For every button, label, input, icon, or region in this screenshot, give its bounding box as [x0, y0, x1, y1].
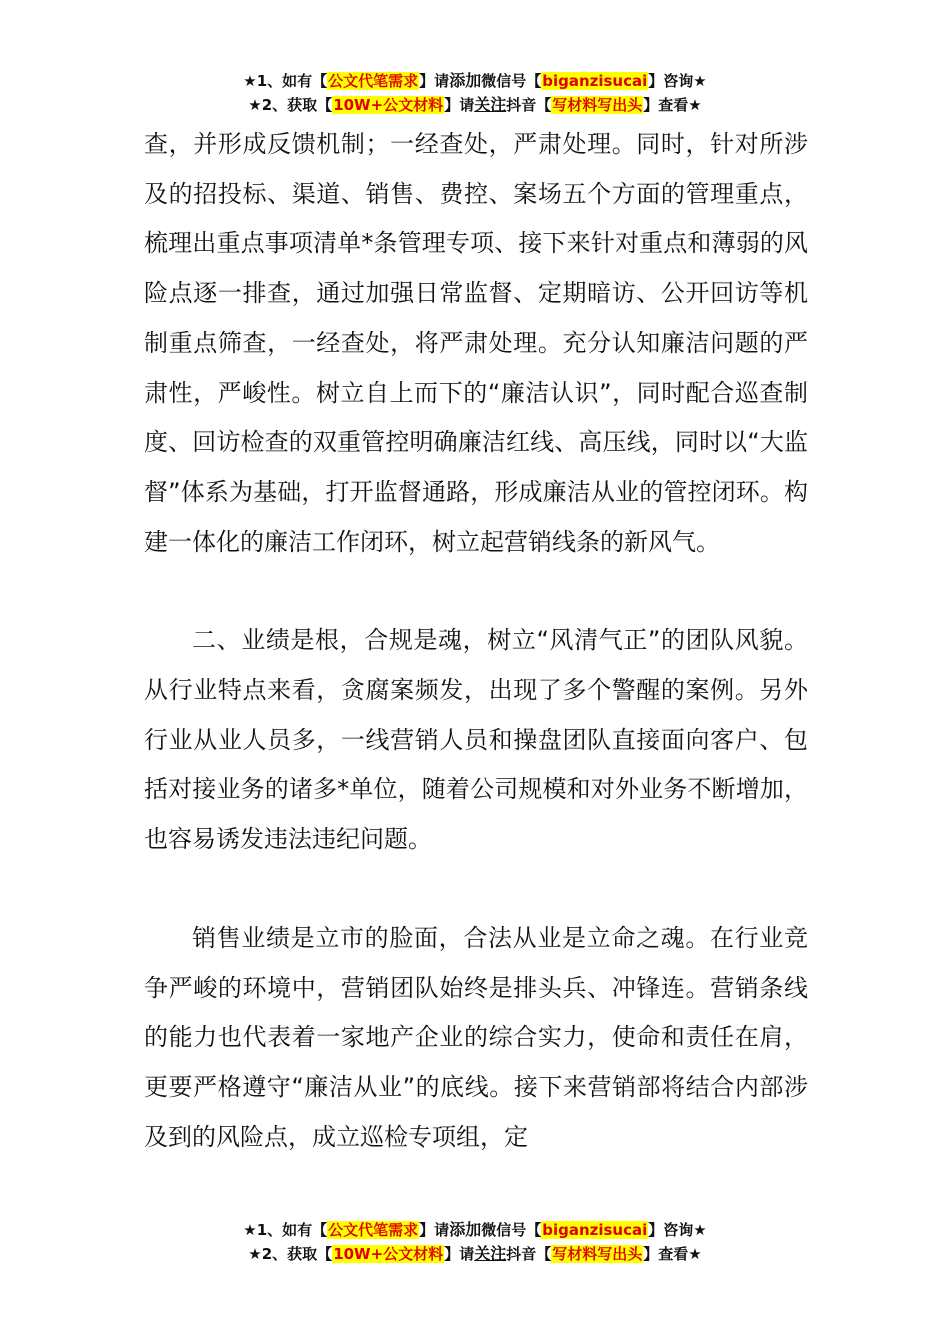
footer-line-1-middle: 】请: [419, 1221, 450, 1239]
body-paragraph-1: 查，并形成反馈机制；一经查处，严肃处理。同时，针对所涉及的招投标、渠道、销售、费控、案场五个方面的管理重点，梳理出重点事项清单*条管理专项、接下来针对重点和薄弱的风险点逐一排查，通过加强日常监督、定期暗访、公开回访等机制重点筛查，一经查处，将严肃处理。充分认知廉洁问题的严肃性，严峻性。树立自上而下的“廉洁认识”，同时配合巡查制度、回访检查的双重管控明确廉洁红线、高压线，同时以“大监督”体系为基础，打开监督通路，形成廉洁从业的管控闭环。构建一体化的廉洁工作闭环，树立起营销线条的新风气。: [144, 130, 808, 556]
banner-line-2-emphasis: 关注: [474, 95, 507, 114]
footer-line-2-prefix: ★2、获取【: [248, 1245, 333, 1263]
footer-line-2-middle: 】请: [444, 1245, 475, 1263]
paragraph-spacer: [144, 567, 808, 616]
body-paragraph-2: 二、业绩是根，合规是魂，树立“风清气正”的团队风貌。从行业特点来看，贪腐案频发，出现了多个警醒的案例。另外行业从业人员多，一线营销人员和操盘团队直接面向客户、包括对接业务的诸多*单位，随着公司规模和对外业务不断增加，也容易诱发违法违纪问题。: [144, 626, 808, 854]
footer-banner-line-2: [0, 1242, 950, 1266]
banner-line-2-middle: 】请: [444, 96, 475, 114]
footer-banner-line-1: [0, 1218, 950, 1242]
footer-banner: [0, 1218, 950, 1266]
header-banner: [0, 69, 950, 117]
banner-line-1-suffix: 】咨询★: [648, 72, 707, 90]
footer-line-2-highlight-douyin: 写材料写出头: [552, 1245, 643, 1263]
footer-line-2-suffix: 】查看★: [643, 1245, 702, 1263]
banner-line-2-suffix: 】查看★: [643, 96, 702, 114]
banner-line-2: [0, 93, 950, 117]
paragraph-spacer: [144, 865, 808, 914]
footer-line-1-emphasis: 添加: [449, 1220, 482, 1239]
banner-line-1-highlight-wechat: biganzisucai: [542, 72, 648, 90]
banner-line-2-middle-2: 抖音【: [506, 96, 552, 114]
footer-line-1-middle-2: 微信号【: [481, 1221, 542, 1239]
footer-line-2-middle-2: 抖音【: [506, 1245, 552, 1263]
banner-line-1-middle-2: 微信号【: [481, 72, 542, 90]
footer-line-2-emphasis: 关注: [474, 1244, 507, 1263]
banner-line-2-prefix: ★2、获取【: [248, 96, 333, 114]
banner-line-1-emphasis: 添加: [449, 71, 482, 90]
banner-line-2-highlight-materials: 10W+公文材料: [333, 96, 444, 114]
banner-line-1-highlight-service: 公文代笔需求: [328, 72, 419, 90]
banner-line-2-highlight-douyin: 写材料写出头: [552, 96, 643, 114]
banner-line-1-prefix: ★1、如有【: [243, 72, 328, 90]
footer-line-2-highlight-materials: 10W+公文材料: [333, 1245, 444, 1263]
footer-line-1-suffix: 】咨询★: [648, 1221, 707, 1239]
footer-line-1-prefix: ★1、如有【: [243, 1221, 328, 1239]
footer-line-1-highlight-wechat: biganzisucai: [542, 1221, 648, 1239]
body-paragraph-3: 销售业绩是立市的脸面，合法从业是立命之魂。在行业竞争严峻的环境中，营销团队始终是排头兵、冲锋连。营销条线的能力也代表着一家地产企业的综合实力，使命和责任在肩，更要严格遵守“廉洁从业”的底线。接下来营销部将结合内部涉及到的风险点，成立巡检专项组，定: [144, 923, 808, 1151]
banner-line-1: [0, 69, 950, 93]
footer-line-1-highlight-service: 公文代笔需求: [328, 1221, 419, 1239]
banner-line-1-middle: 】请: [419, 72, 450, 90]
document-body: [144, 120, 808, 1162]
